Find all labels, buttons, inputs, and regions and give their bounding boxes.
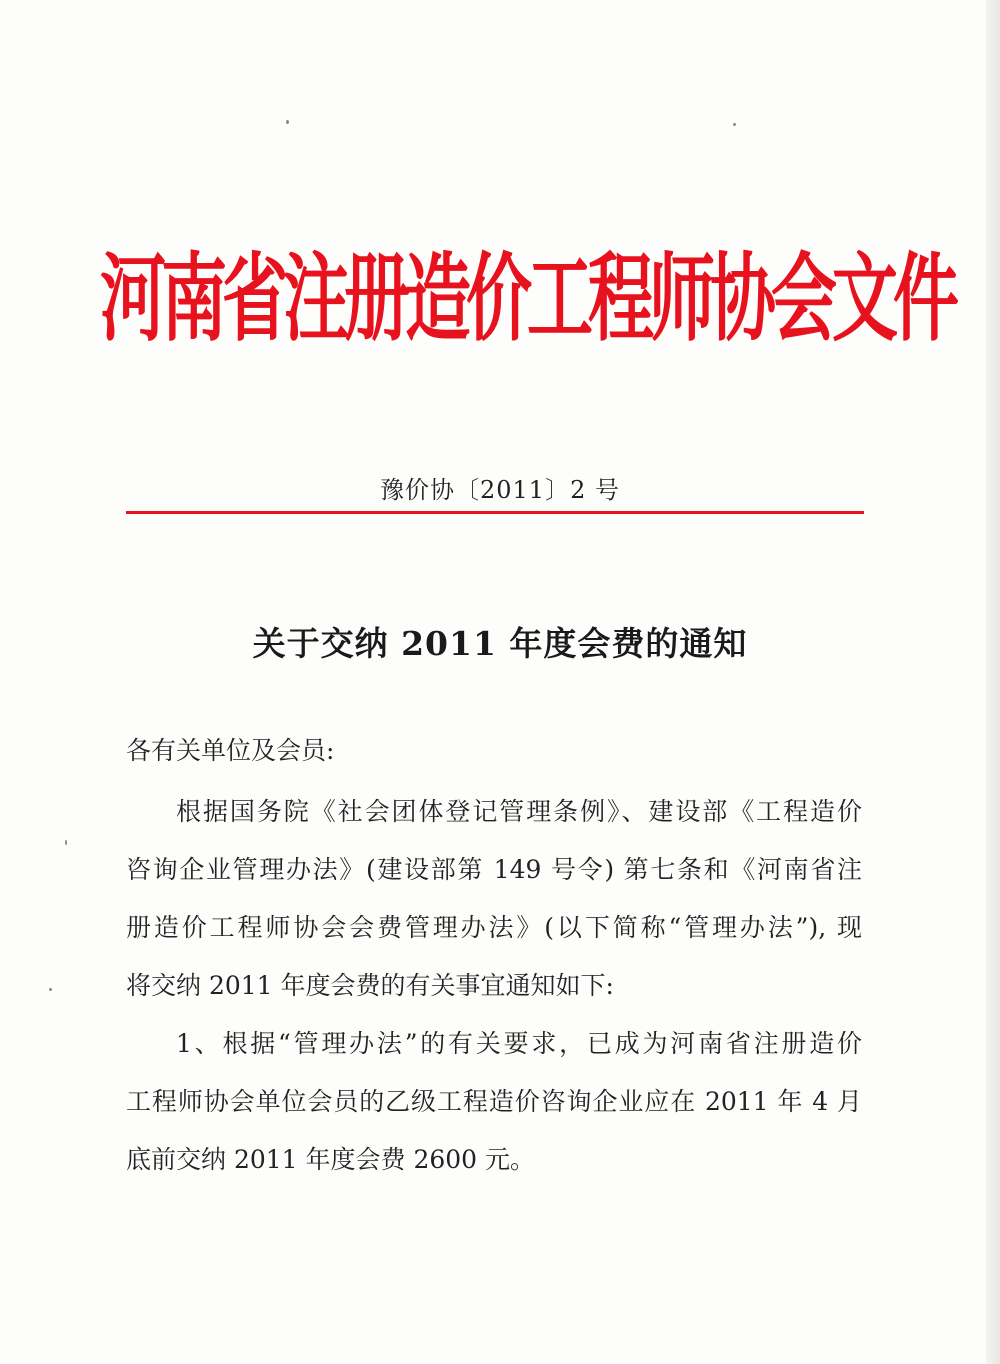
header-title: 河南省注册造价工程师协会文件 [100,241,954,355]
paragraph-line: 1、根据“管理办法”的有关要求，已成为河南省注册造价 [176,1029,862,1058]
paragraph-line: 册造价工程师协会会费管理办法》(以下简称“管理办法”), 现 [126,913,862,942]
paragraph-line: 底前交纳 2011 年度会费 2600 元。 [126,1145,536,1174]
paragraph-line: 根据国务院《社会团体登记管理条例》、建设部《工程造价 [176,797,862,826]
paragraph-line: 咨询企业管理办法》(建设部第 149 号令) 第七条和《河南省注 [126,855,862,884]
scan-speck [65,840,67,845]
salutation: 各有关单位及会员: [126,736,335,765]
paragraph-line: 工程师协会单位会员的乙级工程造价咨询企业应在 2011 年 4 月 [126,1087,862,1116]
paragraph-line: 将交纳 2011 年度会费的有关事宜通知如下: [126,971,614,1000]
scan-speck [286,120,289,124]
header-divider [126,511,864,514]
document-number: 豫价协〔2011〕2 号 [380,476,620,504]
scan-speck [733,123,736,126]
notice-title: 关于交纳 2011 年度会费的通知 [252,624,748,663]
scan-speck [49,988,52,991]
scan-edge [986,0,1000,1364]
